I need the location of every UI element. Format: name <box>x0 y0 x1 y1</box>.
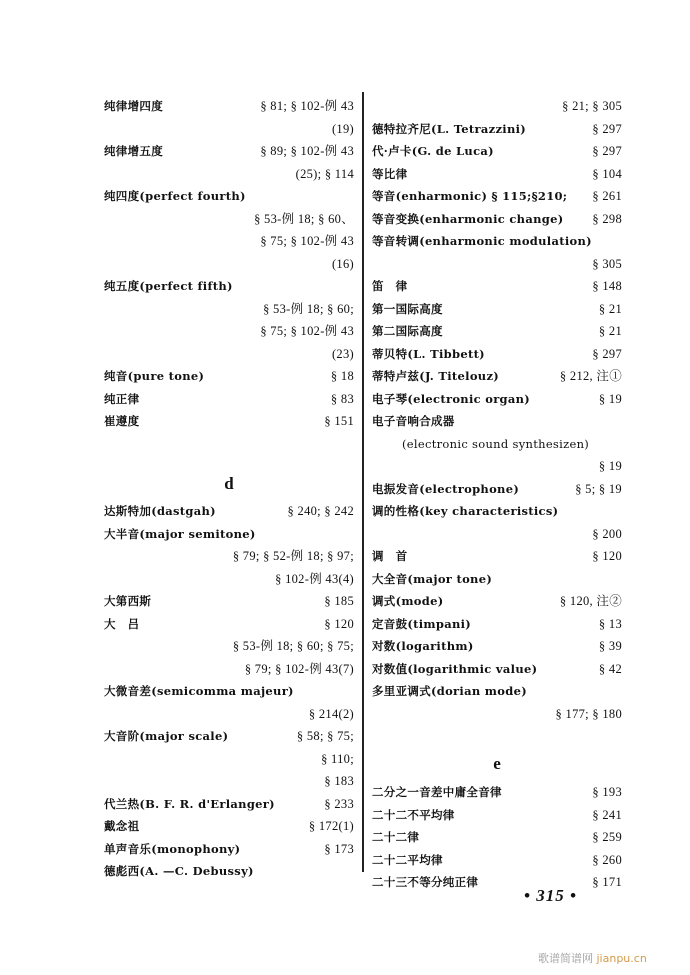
index-reference: § 233 <box>324 796 354 811</box>
index-entry <box>372 523 622 546</box>
index-reference: (16) <box>331 256 354 271</box>
index-term: 蒂特卢兹(J. Titelouz) <box>372 369 500 383</box>
index-entry <box>372 545 622 568</box>
index-reference: § 173 <box>324 841 354 856</box>
index-entry <box>104 590 354 613</box>
index-entry <box>104 208 354 231</box>
index-entry <box>372 118 622 141</box>
index-entry <box>104 500 354 523</box>
index-reference: § 79; § 52-例 18; § 97; <box>232 549 354 563</box>
index-term: 电子琴(electronic organ) <box>372 391 531 406</box>
index-term: 定音鼓(timpani) <box>372 616 472 631</box>
section-letter-e: e <box>493 754 501 773</box>
column-divider <box>362 92 364 872</box>
index-entry <box>372 635 622 658</box>
index-term: 纯律增四度 <box>104 99 163 113</box>
index-reference: § 297 <box>592 346 622 361</box>
index-term: 第一国际高度 <box>372 301 443 316</box>
index-reference: § 42 <box>598 661 622 676</box>
index-entry <box>372 208 622 231</box>
index-entry <box>372 871 622 894</box>
index-entry <box>104 343 354 366</box>
index-entry <box>104 680 354 703</box>
index-term: 代兰热(B. F. R. d'Erlanger) <box>104 796 275 811</box>
index-entry <box>104 320 354 343</box>
index-term: 调 首 <box>372 549 408 563</box>
index-term: 二十三不等分纯正律 <box>372 875 479 889</box>
index-entry <box>372 590 622 613</box>
index-entry <box>104 568 354 591</box>
index-term: 电振发音(electrophone) <box>372 481 520 496</box>
index-entry <box>104 635 354 658</box>
index-entry <box>104 118 354 141</box>
index-reference: § 185 <box>324 594 354 608</box>
index-term: 纯四度(perfect fourth) <box>104 189 246 203</box>
index-entry <box>104 253 354 276</box>
index-entry <box>372 365 622 388</box>
index-reference: § 177; § 180 <box>555 706 622 721</box>
index-entry <box>104 298 354 321</box>
index-term: (electronic sound synthesizen) <box>402 436 590 451</box>
index-entry <box>372 410 622 433</box>
index-entry <box>372 275 622 298</box>
index-reference: § 298 <box>592 211 622 226</box>
index-reference: § 18 <box>330 369 354 383</box>
index-entry <box>104 838 354 861</box>
index-reference: § 261 <box>592 189 622 203</box>
index-entry <box>104 140 354 163</box>
index-term: 德特拉齐尼(L. Tetrazzini) <box>372 121 527 136</box>
index-term: 纯律增五度 <box>104 144 163 158</box>
index-entry <box>104 230 354 253</box>
index-entry <box>372 781 622 804</box>
index-term: 德彪西(A. —C. Debussy) <box>104 864 254 878</box>
index-term: 笛 律 <box>372 279 408 293</box>
index-term: 纯音(pure tone) <box>104 369 205 383</box>
index-term: 电子音响合成器 <box>372 414 455 428</box>
index-reference: § 13 <box>598 616 622 631</box>
index-entry <box>372 230 622 253</box>
index-entry <box>104 95 354 118</box>
index-reference: § 19 <box>598 391 622 406</box>
index-entry <box>372 320 622 343</box>
index-entry <box>104 748 354 771</box>
index-entry <box>372 433 622 456</box>
watermark <box>538 950 647 966</box>
index-column-right <box>372 95 622 894</box>
index-entry <box>104 725 354 748</box>
index-entry <box>104 185 354 208</box>
index-group-d-continued <box>372 95 622 725</box>
index-term: 第二国际高度 <box>372 324 443 338</box>
index-term: 大第西斯 <box>104 594 152 608</box>
index-entry <box>372 343 622 366</box>
index-entry <box>372 253 622 276</box>
index-reference: § 21 <box>598 301 622 316</box>
index-entry <box>372 455 622 478</box>
index-term: 崔遵度 <box>104 414 140 428</box>
index-term: 等比律 <box>372 166 408 181</box>
index-reference: § 240; § 242 <box>287 504 354 518</box>
index-reference: § 5; § 19 <box>575 481 622 496</box>
index-reference: § 212, 注① <box>559 369 622 383</box>
index-reference: § 110; <box>321 751 354 766</box>
index-entry <box>104 770 354 793</box>
section-letter-d: d <box>224 474 234 493</box>
index-reference: § 81; § 102-例 43 <box>260 99 354 113</box>
index-term: 等音转调(enharmonic modulation) <box>372 234 592 248</box>
index-entry <box>372 388 622 411</box>
index-entry <box>104 613 354 636</box>
index-term: 二十二律 <box>372 830 420 844</box>
index-term: 等音变换(enharmonic change) <box>372 211 564 226</box>
index-term: 单声音乐(monophony) <box>104 841 241 856</box>
index-reference: (25); § 114 <box>295 166 354 181</box>
index-reference: § 120 <box>592 549 622 563</box>
index-reference: § 148 <box>592 279 622 293</box>
index-entry <box>372 680 622 703</box>
watermark-url: jianpu.cn <box>596 952 647 965</box>
index-term: 二十二平均律 <box>372 852 443 867</box>
index-reference: § 19 <box>598 459 622 473</box>
index-reference: § 151 <box>324 414 354 428</box>
index-entry <box>104 860 354 883</box>
index-reference: § 241 <box>592 807 622 822</box>
index-entry <box>104 523 354 546</box>
index-entry <box>372 613 622 636</box>
index-term: 大全音(major tone) <box>372 571 493 586</box>
index-entry <box>372 478 622 501</box>
index-entry <box>104 658 354 681</box>
index-entry <box>104 793 354 816</box>
index-reference: § 83 <box>330 391 354 406</box>
index-entry <box>104 163 354 186</box>
index-column-left <box>104 95 354 883</box>
index-reference: § 75; § 102-例 43 <box>260 234 354 248</box>
index-entry <box>372 826 622 849</box>
index-entry <box>104 815 354 838</box>
index-entry <box>372 500 622 523</box>
index-reference: § 193 <box>592 785 622 799</box>
index-reference: § 53-例 18; § 60; <box>263 301 354 316</box>
index-term: 大微音差(semicomma majeur) <box>104 684 294 698</box>
index-entry <box>104 545 354 568</box>
index-term: 大半音(major semitone) <box>104 526 256 541</box>
index-term: 蒂贝特(L. Tibbett) <box>372 346 485 361</box>
index-entry <box>372 568 622 591</box>
index-reference: § 104 <box>592 166 622 181</box>
index-reference: § 21 <box>598 324 622 338</box>
index-reference: § 183 <box>324 774 354 788</box>
index-reference: § 259 <box>592 830 622 844</box>
index-reference: § 120, 注② <box>559 594 622 608</box>
index-reference: § 21; § 305 <box>562 99 622 113</box>
index-entry <box>372 140 622 163</box>
index-term: 多里亚调式(dorian mode) <box>372 684 527 698</box>
index-term: 大 吕 <box>104 616 140 631</box>
index-entry <box>372 185 622 208</box>
index-reference: § 75; § 102-例 43 <box>260 324 354 338</box>
index-reference: § 79; § 102-例 43(7) <box>244 661 354 676</box>
index-term: 纯五度(perfect fifth) <box>104 279 233 293</box>
index-term: 纯正律 <box>104 391 140 406</box>
index-group-e <box>372 781 622 894</box>
index-term: 二十二不平均律 <box>372 807 455 822</box>
index-entry <box>104 365 354 388</box>
index-reference: § 297 <box>592 121 622 136</box>
index-term: 二分之一音差中庸全音律 <box>372 785 502 799</box>
index-group-d <box>104 500 354 883</box>
index-entry <box>104 703 354 726</box>
index-reference: (19) <box>331 121 354 136</box>
index-term: 调的性格(key characteristics) <box>372 504 559 518</box>
index-entry <box>104 410 354 433</box>
index-term: 对数值(logarithmic value) <box>372 661 538 676</box>
index-entry <box>372 703 622 726</box>
index-reference: § 58; § 75; <box>296 729 354 743</box>
index-reference: § 89; § 102-例 43 <box>260 144 354 158</box>
index-reference: § 297 <box>592 144 622 158</box>
index-entry <box>372 163 622 186</box>
index-reference: § 102-例 43(4) <box>275 571 354 586</box>
index-reference: § 120 <box>324 616 354 631</box>
index-reference: § 200 <box>592 526 622 541</box>
index-term: 等音(enharmonic) § 115;§210; <box>372 189 568 203</box>
index-group-c <box>104 95 354 433</box>
index-entry <box>372 95 622 118</box>
index-reference: § 214(2) <box>308 706 354 721</box>
index-reference: § 305 <box>592 256 622 271</box>
watermark-cn: 歌谱简谱网 <box>538 952 593 965</box>
spacer <box>104 433 354 456</box>
index-entry <box>372 658 622 681</box>
index-term: 戴念祖 <box>104 819 140 833</box>
index-reference: § 171 <box>592 875 622 889</box>
index-term: 调式(mode) <box>372 594 444 608</box>
index-reference: § 53-例 18; § 60; § 75; <box>232 639 354 653</box>
index-term: 达斯特加(dastgah) <box>104 504 216 518</box>
index-entry <box>372 849 622 872</box>
index-entry <box>104 275 354 298</box>
index-entry <box>104 388 354 411</box>
index-term: 大音阶(major scale) <box>104 729 229 743</box>
page-number: • 315 • <box>524 886 577 905</box>
index-reference: § 172(1) <box>308 819 354 833</box>
index-entry <box>372 804 622 827</box>
index-reference: § 39 <box>598 639 622 653</box>
index-term: 代·卢卡(G. de Luca) <box>372 144 494 158</box>
index-reference: § 260 <box>592 852 622 867</box>
index-reference: (23) <box>331 346 354 361</box>
index-reference: § 53-例 18; § 60、 <box>254 211 354 226</box>
index-term: 对数(logarithm) <box>372 639 474 653</box>
index-entry <box>372 298 622 321</box>
